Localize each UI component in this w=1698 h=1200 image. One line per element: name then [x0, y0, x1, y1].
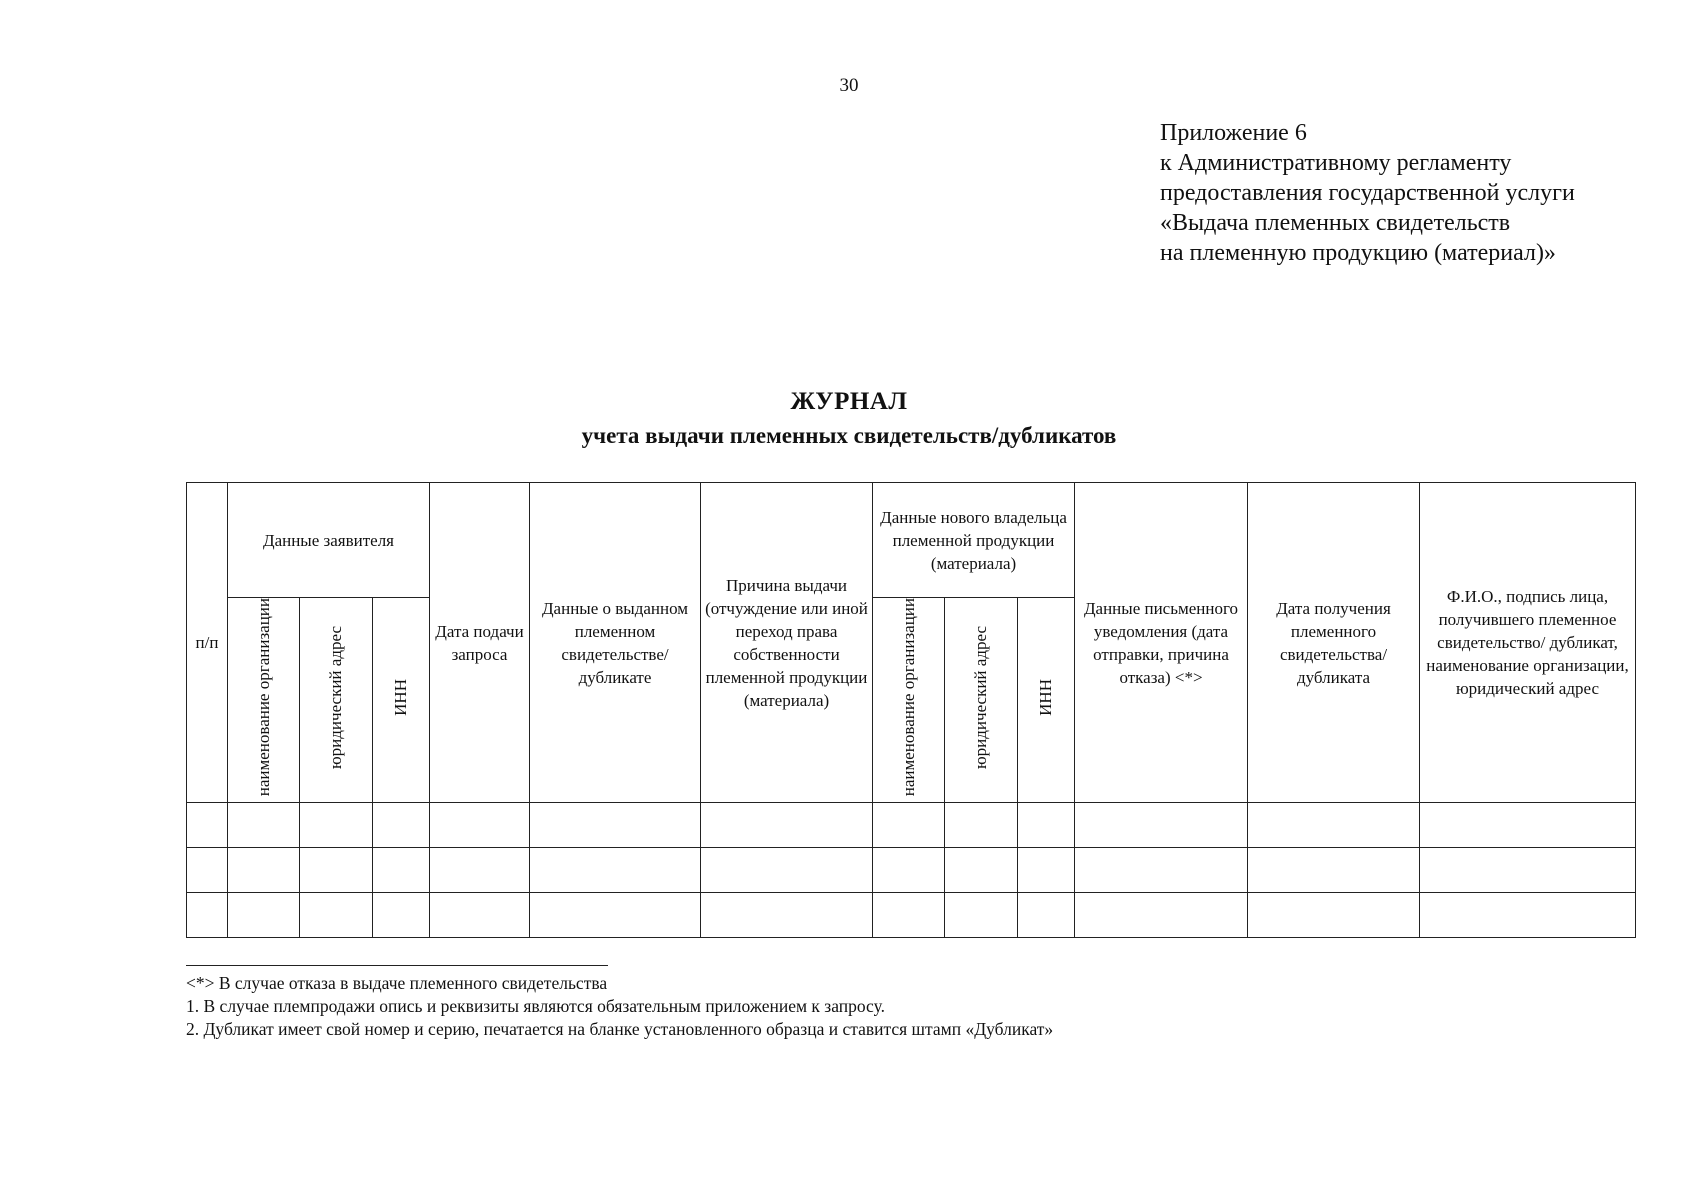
- table-cell: [1018, 848, 1075, 893]
- header-applicant-org-cell: [228, 598, 300, 803]
- header-applicant-inn-cell: [373, 598, 430, 803]
- header-owner-inn-cell: [1018, 598, 1075, 803]
- appendix-line: предоставления государственной услуги: [1160, 180, 1575, 206]
- table-cell: [430, 848, 530, 893]
- table-cell: [1018, 893, 1075, 938]
- table-cell: [1075, 893, 1248, 938]
- table-cell: [945, 893, 1018, 938]
- table-cell: [300, 893, 373, 938]
- appendix-block: [1160, 118, 1575, 268]
- notes-block: [186, 972, 1053, 1041]
- table-cell: [1248, 893, 1420, 938]
- table-cell: [228, 848, 300, 893]
- table-cell: [1075, 803, 1248, 848]
- table-cell: [873, 893, 945, 938]
- header-num: п/п: [187, 483, 228, 803]
- header-issue-reason: Причина выдачи (отчуждение или иной переход права собственности племенной продукции (материала): [701, 483, 873, 803]
- table-cell: [701, 893, 873, 938]
- header-owner-org-cell: [873, 598, 945, 803]
- table-cell: [373, 893, 430, 938]
- table-cell: [187, 893, 228, 938]
- page-number: 30: [839, 75, 859, 96]
- table-cell: [1248, 803, 1420, 848]
- header-applicant-group: Данные заявителя: [228, 483, 430, 598]
- table-cell: [300, 803, 373, 848]
- journal-table: [186, 482, 1636, 938]
- header-applicant-org-name: наименование организации: [253, 598, 273, 797]
- header-owner-legal-address: юридический адрес: [971, 625, 990, 769]
- appendix-line: Приложение 6: [1160, 120, 1307, 146]
- header-applicant-inn: ИНН: [391, 678, 410, 716]
- table-cell: [430, 803, 530, 848]
- header-owner-org-name: наименование организации: [898, 598, 918, 797]
- table-row: [187, 848, 1636, 893]
- appendix-line: к Административному регламенту: [1160, 150, 1512, 176]
- table-cell: [873, 848, 945, 893]
- table-cell: [300, 848, 373, 893]
- header-request-date: Дата подачи запроса: [430, 483, 530, 803]
- header-owner-inn: ИНН: [1036, 678, 1055, 716]
- table-cell: [187, 803, 228, 848]
- table-cell: [430, 893, 530, 938]
- table-cell: [1248, 848, 1420, 893]
- table-cell: [1420, 803, 1636, 848]
- table-cell: [530, 893, 701, 938]
- table-cell: [1075, 848, 1248, 893]
- table-cell: [373, 803, 430, 848]
- table-cell: [1420, 893, 1636, 938]
- table-cell: [1018, 803, 1075, 848]
- table-cell: [530, 848, 701, 893]
- note-2: 2. Дубликат имеет свой номер и серию, печатается на бланке установленного образца и ставится штамп «Дубликат»: [186, 1019, 1054, 1039]
- appendix-line: на племенную продукцию (материал)»: [1160, 240, 1556, 266]
- note-1: 1. В случае племпродажи опись и реквизиты являются обязательным приложением к запросу.: [186, 996, 885, 1016]
- header-new-owner-group: Данные нового владельца племенной продукции (материала): [873, 483, 1075, 598]
- header-notification-data: Данные письменного уведомления (дата отправки, причина отказа) <*>: [1075, 483, 1248, 803]
- header-recipient: Ф.И.О., подпись лица, получившего племенное свидетельство/ дубликат, наименование организации, юридический адрес: [1420, 483, 1636, 803]
- journal-subtitle: учета выдачи племенных свидетельств/дубликатов: [581, 423, 1117, 448]
- table-cell: [873, 803, 945, 848]
- header-certificate-data: Данные о выданном племенном свидетельстве/ дубликате: [530, 483, 701, 803]
- header-owner-address-cell: [945, 598, 1018, 803]
- table-cell: [1420, 848, 1636, 893]
- table-cell: [228, 893, 300, 938]
- table-cell: [701, 848, 873, 893]
- journal-title: ЖУРНАЛ: [790, 388, 908, 415]
- appendix-line: «Выдача племенных свидетельств: [1160, 210, 1511, 236]
- table-cell: [187, 848, 228, 893]
- footnote-rule: [186, 965, 608, 966]
- table-row: [187, 893, 1636, 938]
- footnote-text: <*> В случае отказа в выдаче племенного свидетельства: [186, 973, 608, 993]
- table-cell: [530, 803, 701, 848]
- header-receipt-date: Дата получения племенного свидетельства/ дубликата: [1248, 483, 1420, 803]
- table-cell: [701, 803, 873, 848]
- table-row: [187, 803, 1636, 848]
- table-cell: [945, 803, 1018, 848]
- table-cell: [945, 848, 1018, 893]
- table-cell: [373, 848, 430, 893]
- header-applicant-legal-address: юридический адрес: [326, 625, 345, 769]
- header-applicant-address-cell: [300, 598, 373, 803]
- table-cell: [228, 803, 300, 848]
